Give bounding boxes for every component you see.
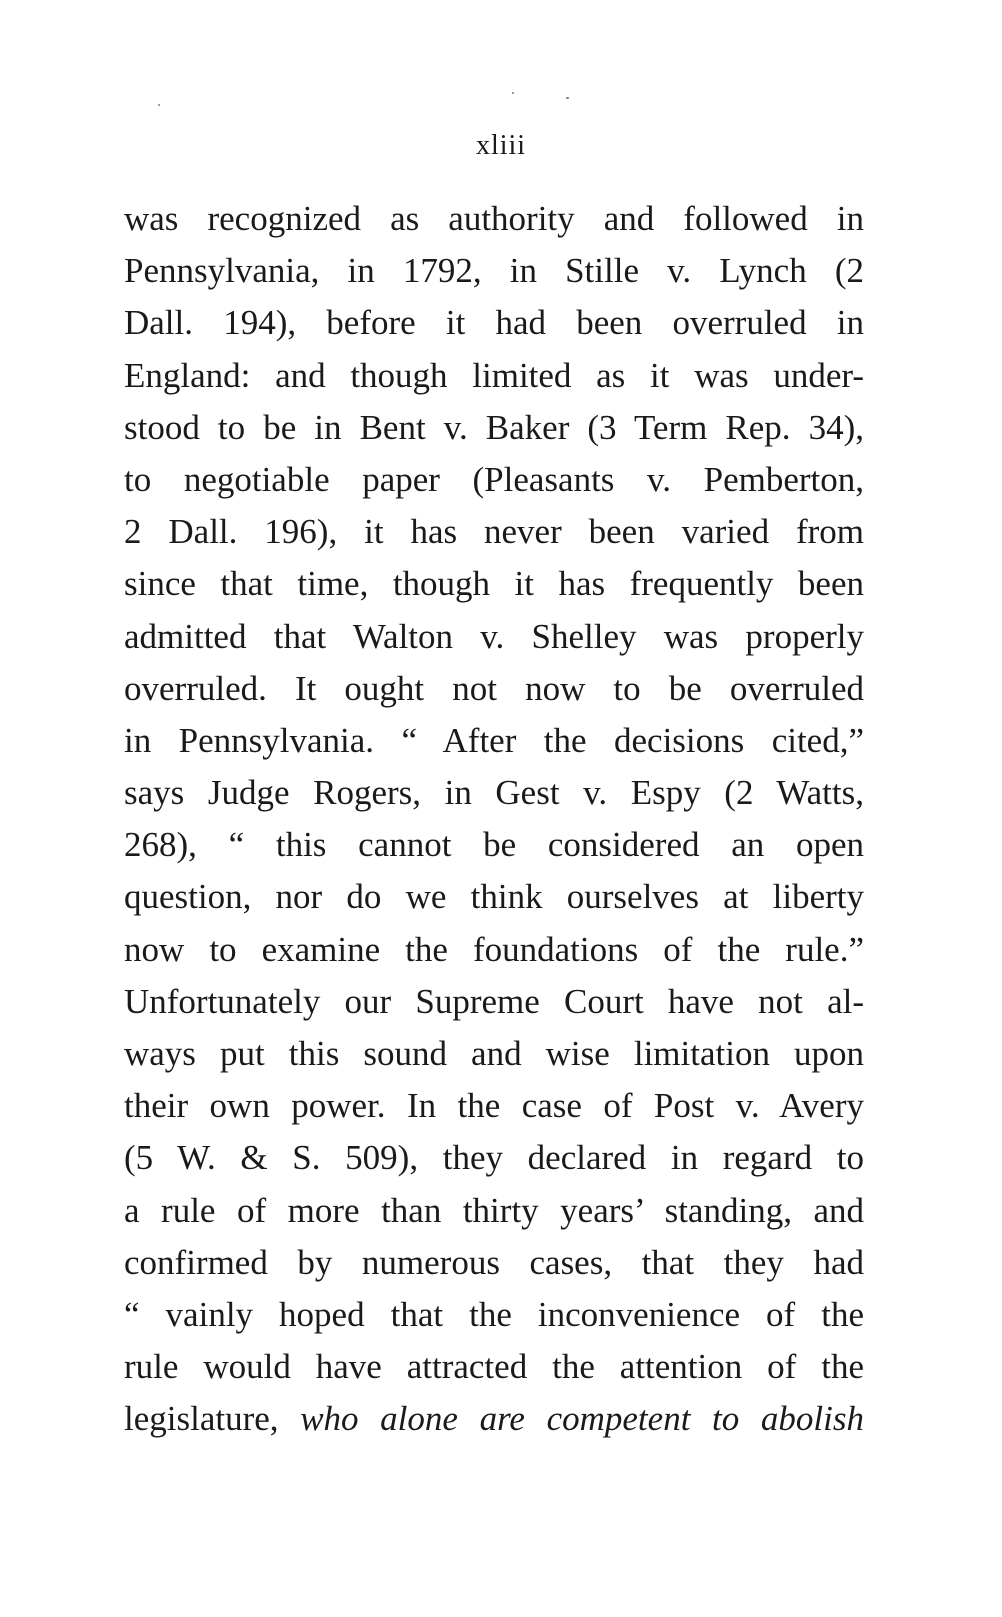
text-line: admitted that Walton v. Shelley was properly (124, 616, 864, 656)
print-speck (512, 92, 514, 94)
text-line: 2 Dall. 196), it has never been varied from (124, 512, 864, 552)
text-line: Dall. 194), before it had been overruled in (124, 303, 864, 343)
body-text (124, 193, 864, 1446)
text-line: (5 W. & S. 509), they declared in regard to (124, 1138, 864, 1178)
text-line: overruled. It ought not now to be overruled (124, 668, 864, 708)
page-number: xliii (475, 130, 527, 161)
print-speck (566, 97, 569, 99)
print-speck (158, 104, 160, 106)
text-line: England: and though limited as it was under- (124, 355, 864, 395)
text-line: was recognized as authority and followed in (124, 199, 864, 238)
text-line: since that time, though it has frequently been (124, 564, 864, 604)
text-line: Pennsylvania, in 1792, in Stille v. Lynch (2 (124, 251, 864, 291)
text-line: confirmed by numerous cases, that they had (124, 1242, 864, 1282)
text-line-roman: legislature, (124, 1399, 301, 1439)
text-line: their own power. In the case of Post v. Avery (124, 1086, 864, 1126)
text-line: question, nor do we think ourselves at liberty (124, 877, 864, 917)
text-line: “ vainly hoped that the inconvenience of the (124, 1294, 864, 1334)
text-line: to negotiable paper (Pleasants v. Pemberton, (124, 459, 864, 499)
text-line: says Judge Rogers, in Gest v. Espy (2 Watts, (124, 773, 864, 813)
text-line: now to examine the foundations of the rule.” (124, 929, 864, 969)
text-line: rule would have attracted the attention of the (124, 1347, 864, 1387)
text-line: 268), “ this cannot be considered an open (124, 825, 864, 865)
text-line: stood to be in Bent v. Baker (3 Term Rep. 34), (124, 407, 864, 447)
text-line: ways put this sound and wise limitation upon (124, 1034, 864, 1073)
text-line: Unfortunately our Supreme Court have not al- (124, 981, 864, 1021)
text-line-last (124, 1393, 864, 1445)
text-line: in Pennsylvania. “ After the decisions cited,” (124, 720, 864, 760)
italic-phrase: who alone are competent to abolish (300, 1399, 864, 1439)
text-line: a rule of more than thirty years’ standing, and (124, 1190, 864, 1230)
